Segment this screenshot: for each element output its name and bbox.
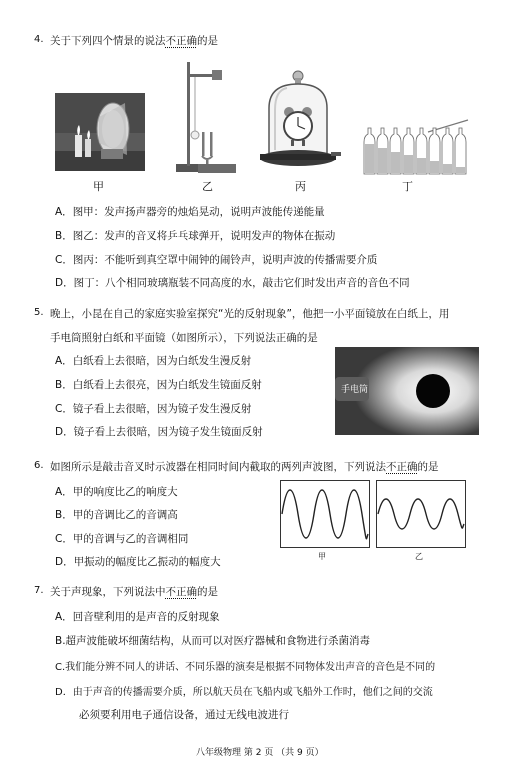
q4-stem-before: 关于下列四个情景的说法: [50, 35, 166, 47]
q4-stem: [50, 33, 218, 48]
option-text: 由于声音的传播需要介质，所以航天员在飞船内或飞船外工作时，他们之间的交流: [72, 687, 433, 698]
q4-caption-bing: 丙: [295, 180, 306, 193]
q5-option-c[interactable]: [55, 401, 251, 416]
option-text: 甲的音调与乙的音调相同: [72, 533, 189, 545]
option-letter: C．: [55, 533, 73, 545]
option-letter: B.: [55, 635, 66, 647]
option-text: 甲的音调比乙的音调高: [72, 509, 178, 521]
option-text: 回音壁利用的是声音的反射现象: [72, 611, 220, 623]
q4-caption-yi: 乙: [202, 180, 213, 193]
q7-stem-emphasis: 不正确: [165, 586, 197, 598]
q6-stem: [50, 459, 439, 474]
q6-caption-jia: 甲: [318, 552, 326, 561]
q5-stem-line2: 手电筒照射白纸和平面镜（如图所示），下列说法正确的是: [50, 332, 318, 344]
option-letter: D．: [55, 687, 73, 698]
option-letter: D．: [55, 556, 74, 568]
bell-jar-alarm-figure: [255, 68, 341, 176]
q7-option-d[interactable]: [55, 683, 433, 698]
q7-number: 7.: [34, 585, 44, 596]
q5-option-d[interactable]: [55, 424, 263, 439]
option-letter: D．: [55, 426, 74, 438]
q6-number: 6.: [34, 460, 44, 471]
option-text: 甲振动的幅度比乙振动的幅度大: [73, 556, 221, 568]
q4-option-c[interactable]: [55, 252, 377, 267]
option-letter: B．: [55, 230, 73, 242]
option-text: 图丁：八个相同玻璃瓶装不同高度的水，敲击它们时发出声音的音色不同: [73, 277, 410, 289]
waveform-yi: [376, 480, 466, 548]
q5-stem-line1: 晚上，小昆在自己的家庭实验室探究“光的反射现象”，他把一小平面镜放在白纸上，用: [50, 308, 450, 320]
option-letter: B．: [55, 379, 73, 391]
q5-option-a[interactable]: [55, 353, 251, 368]
q5-number: 5.: [34, 307, 44, 318]
option-letter: C.: [55, 662, 66, 673]
option-letter: C．: [55, 403, 73, 415]
q7-option-a[interactable]: [55, 609, 220, 624]
eight-bottles-figure: [360, 118, 470, 176]
q6-option-a[interactable]: [55, 484, 178, 499]
option-letter: D．: [55, 277, 74, 289]
q6-stem-after: 的是: [417, 461, 439, 473]
q6-stem-before: 如图所示是敲击音叉时示波器在相同时间内截取的两列声波图，下列说法: [50, 461, 386, 473]
q6-option-b[interactable]: [55, 507, 178, 522]
q4-option-d[interactable]: [55, 275, 410, 290]
q4-number: 4.: [34, 34, 44, 45]
waveform-jia: [280, 480, 370, 548]
q6-caption-yi: 乙: [415, 552, 423, 561]
option-text: 镜子看上去很暗，因为镜子发生镜面反射: [73, 426, 263, 438]
tuning-fork-figure: [168, 58, 240, 176]
option-letter: A．: [55, 206, 73, 218]
page-footer: 八年级物理 第 2 页 （共 9 页）: [196, 748, 324, 758]
q4-stem-after: 的是: [197, 35, 218, 47]
q6-option-c[interactable]: [55, 531, 188, 546]
q4-option-a[interactable]: [55, 204, 325, 219]
q7-stem-before: 关于声现象，下列说法中: [50, 586, 166, 598]
speaker-candle-photo: [55, 93, 145, 171]
q6-stem-emphasis: 不正确: [386, 461, 418, 473]
option-text: 白纸看上去很亮，因为白纸发生镜面反射: [72, 379, 262, 391]
option-text: 图丙：不能听到真空罩中闹钟的闹铃声，说明声波的传播需要介质: [72, 254, 378, 266]
option-letter: A．: [55, 611, 73, 623]
q7-option-c[interactable]: [55, 658, 435, 673]
q6-option-d[interactable]: [55, 554, 221, 569]
q7-option-b[interactable]: [55, 633, 370, 648]
option-text: 白纸看上去很暗，因为白纸发生漫反射: [72, 355, 252, 367]
option-text: 甲的响度比乙的响度大: [72, 486, 178, 498]
q7-stem-after: 的是: [197, 586, 218, 598]
q5-option-b[interactable]: [55, 377, 262, 392]
option-letter: B．: [55, 509, 73, 521]
option-text: 镜子看上去很暗，因为镜子发生漫反射: [72, 403, 252, 415]
option-text: 图乙：发声的音叉将乒乓球弹开，说明发声的物体在振动: [72, 230, 336, 242]
q4-stem-emphasis: 不正确: [165, 35, 197, 47]
q7-option-d-continuation: 必须要利用电子通信设备，通过无线电波进行: [79, 709, 289, 721]
option-letter: C．: [55, 254, 73, 266]
q7-stem: [50, 584, 218, 599]
q4-caption-jia: 甲: [93, 180, 104, 193]
option-text: 超声波能破坏细菌结构，从而可以对医疗器械和食物进行杀菌消毒: [65, 635, 371, 647]
q4-caption-ding: 丁: [402, 180, 413, 193]
option-text: 我们能分辨不同人的讲话、不同乐器的演奏是根据不同物体发出声音的音色是不同的: [65, 662, 436, 673]
option-letter: A．: [55, 355, 73, 367]
q4-option-b[interactable]: [55, 228, 335, 243]
option-letter: A．: [55, 486, 73, 498]
option-text: 图甲：发声扬声器旁的烛焰晃动，说明声波能传递能量: [72, 206, 325, 218]
flashlight-label: 手电筒: [341, 385, 369, 395]
